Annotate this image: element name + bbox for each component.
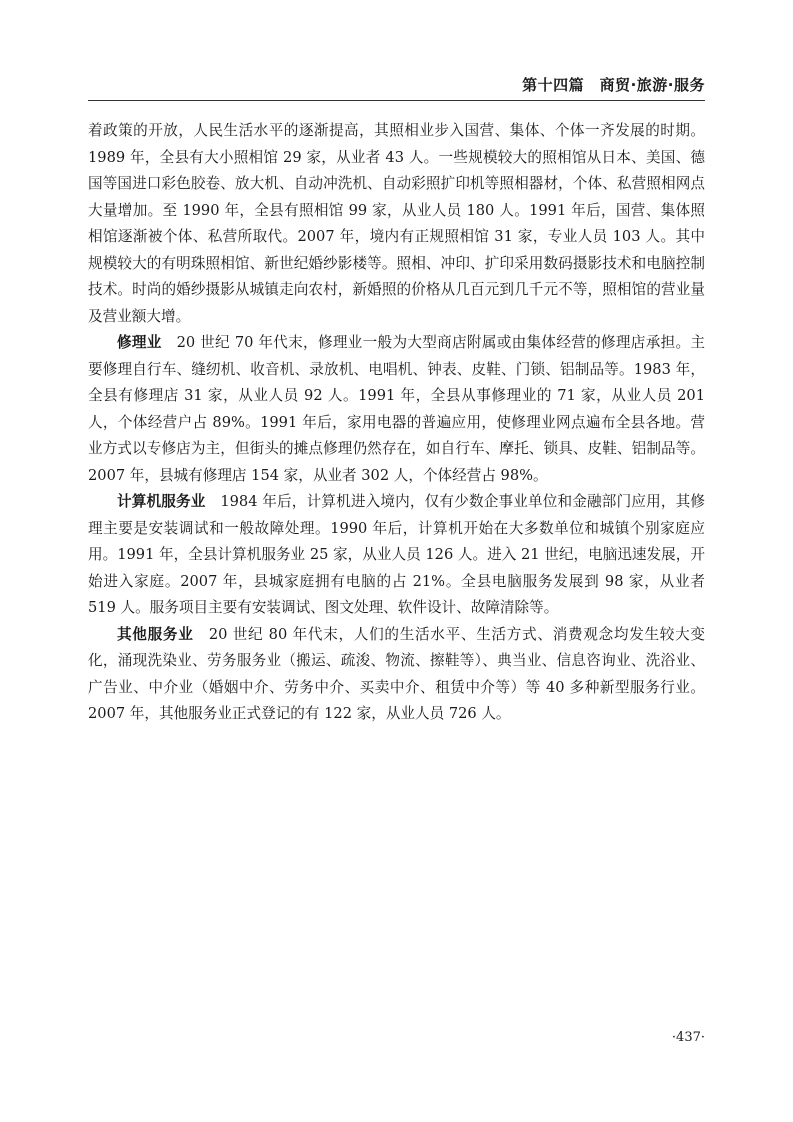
paragraph-text: 20 世纪 70 年代末，修理业一般为大型商店附属或由集体经营的修理店承担。主要修理自行车、缝纫机、收音机、录放机、电唱机、钟表、皮鞋、门锁、铝制品等。1983 年，全县有修理店 31 家，从业人员 92 人。1991 年，全县从事修理业的 71 家，从业人员 201 人，个体经营户占 89%。1991 年后，家用电器的普遍应用，使修理业网点遍布全县各地。营业方式以专修店为主，但街头的摊点修理仍然存在，如自行车、摩托、锁具、皮鞋、铝制品等。2007 年，县城有修理店 154 家，从业者 302 人，个体经营占 98%。 (88, 334, 705, 484)
paragraph-computer-service (88, 489, 705, 622)
paragraph-other-services (88, 622, 705, 728)
section-title: 第十四篇 商贸·旅游·服务 (522, 76, 705, 94)
paragraph-photography (88, 118, 705, 330)
page-number: ·437· (671, 1030, 705, 1045)
paragraph-text: 着政策的开放，人民生活水平的逐渐提高，其照相业步入国营、集体、个体一齐发展的时期。1989 年，全县有大小照相馆 29 家，从业者 43 人。一些规模较大的照相馆从日本、美国、德国等国进口彩色胶卷、放大机、自动冲洗机、自动彩照扩印机等照相器材，个体、私营照相网点大量增加。至 1990 年，全县有照相馆 99 家，从业人员 180 人。1991 年后，国营、集体照相馆逐渐被个体、私营所取代。2007 年，境内有正规照相馆 31 家，专业人员 103 人。其中规模较大的有明珠照相馆、新世纪婚纱影楼等。照相、冲印、扩印采用数码摄影技术和电脑控制技术。时尚的婚纱摄影从城镇走向农村，新婚照的价格从几百元到几千元不等，照相馆的营业量及营业额大增。 (88, 122, 705, 325)
section-term: 计算机服务业 (117, 493, 206, 510)
running-header (88, 72, 705, 101)
paragraph-repair (88, 330, 705, 489)
paragraph-text: 1984 年后，计算机进入境内，仅有少数企事业单位和金融部门应用，其修理主要是安装调试和一般故障处理。1990 年后，计算机开始在大多数单位和城镇个别家庭应用。1991 年，全县计算机服务业 25 家，从业人员 126 人。进入 21 世纪，电脑迅速发展，开始进入家庭。2007 年，县城家庭拥有电脑的占 21%。全县电脑服务发展到 98 家，从业者 519 人。服务项目主要有安装调试、图文处理、软件设计、故障清除等。 (88, 493, 705, 616)
paragraph-text: 20 世纪 80 年代末，人们的生活水平、生活方式、消费观念均发生较大变化，涌现洗染业、劳务服务业（搬运、疏浚、物流、擦鞋等）、典当业、信息咨询业、洗浴业、广告业、中介业（婚姻中介、劳务中介、买卖中介、租赁中介等）等 40 多种新型服务行业。2007 年，其他服务业正式登记的有 122 家，从业人员 726 人。 (88, 625, 705, 722)
section-term: 修理业 (117, 334, 162, 351)
body-text (88, 118, 705, 728)
section-term: 其他服务业 (117, 625, 194, 643)
